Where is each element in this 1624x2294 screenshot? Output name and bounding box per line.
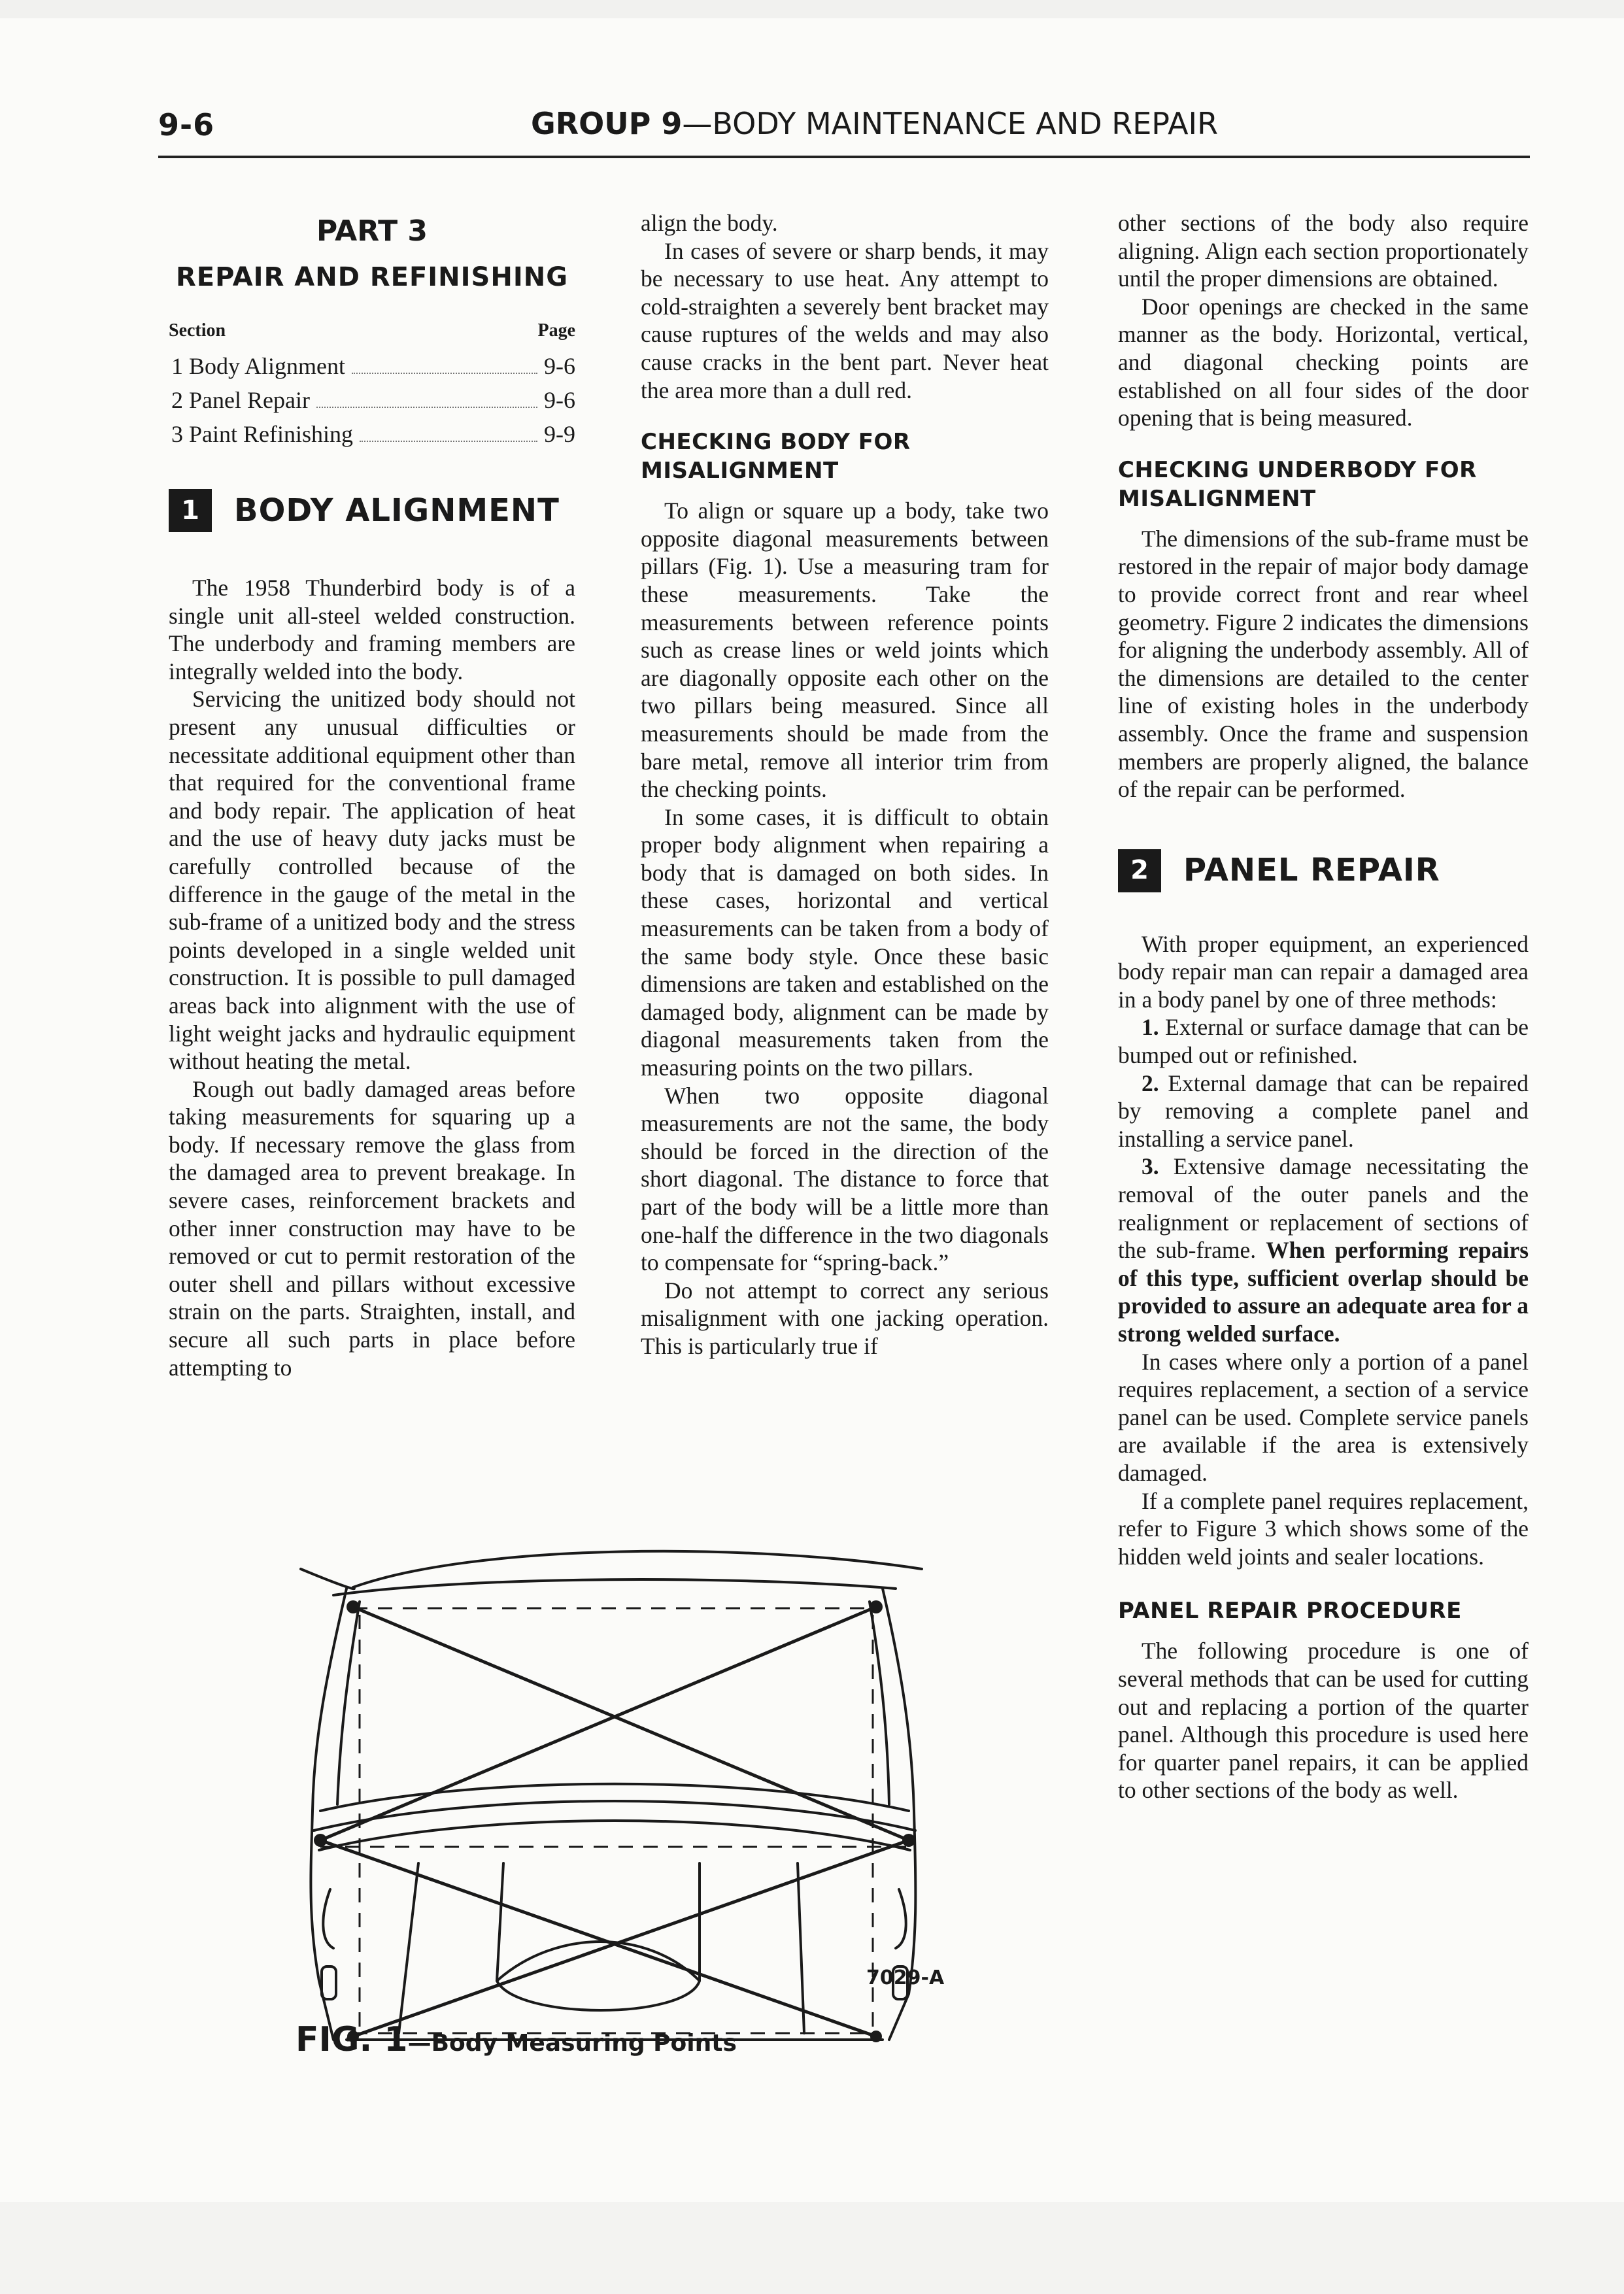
toc-entry-page: 9-6 — [544, 387, 575, 413]
left-pillar-outline — [311, 1589, 347, 2040]
body-paragraph: In some cases, it is difficult to obtain proper body alignment when repairing a body that is damaged on both sides. In these cases, horizontal and vertical measurements can be taken from a body of the same body style. Once these basic dimensions are taken and established on the damaged body, alignment can be made by diagonal measurements taken from the measuring points on the two pillars. — [641, 803, 1049, 1081]
scan-edge-top — [0, 0, 1624, 18]
scan-edge-bottom — [0, 2202, 1624, 2294]
method-text: External or surface damage that can be bumped out or refinished. — [1118, 1014, 1529, 1069]
body-paragraph: Do not attempt to correct any serious misalignment with one jacking operation. This is particularly true if — [641, 1277, 1049, 1359]
measuring-point-lower-right — [870, 2031, 882, 2042]
figure-caption-text: —Body Measuring Points — [407, 2030, 737, 2057]
header-title — [531, 106, 1218, 141]
body-paragraph: If a complete panel requires replacement, refer to Figure 3 which shows some of the hidden weld joints and sealer locations. — [1118, 1487, 1529, 1570]
part-subtitle: REPAIR AND REFINISHING — [175, 262, 569, 292]
method-item — [1118, 1153, 1529, 1347]
toc-leader — [352, 373, 537, 374]
method-warning: When performing repairs of this type, sufficient overlap should be provided to assure an adequate area for a strong welded surface. — [1118, 1237, 1529, 1347]
method-number: 1. — [1142, 1014, 1159, 1041]
body-paragraph: The following procedure is one of several methods that can be used for cutting out and replacing a portion of the quarter panel. Although this procedure is used here for quarter panel repairs, it can be applied to other sections of the body as well. — [1118, 1638, 1529, 1804]
package-tray-edge — [320, 1784, 909, 1811]
page-number: 9-6 — [158, 107, 215, 143]
left-ashtray — [322, 1966, 336, 1999]
measuring-point-mid-left — [314, 1834, 327, 1847]
body-paragraph-continued: other sections of the body also require aligning. Align each section proportionately until the proper dimensions are obtained. — [1118, 210, 1529, 292]
toc-entry-label: 1 Body Alignment — [171, 353, 346, 379]
group-label: GROUP 9 — [531, 106, 683, 141]
left-armrest — [323, 1889, 333, 1948]
left-pillar-inner — [337, 1602, 360, 1804]
toc-entry-page: 9-6 — [544, 353, 575, 379]
body-paragraph: To align or square up a body, take two opposite diagonal measurements between pillars (Fig. 1). Use a measuring tram for these measurements. Take the measurements between reference points such as crease lines or weld joints which are diagonally opposite each other on the two pillars being measured. Since all measurements should be made from the bare metal, remove all interior trim from the checking points. — [641, 498, 1049, 803]
subheading-panel-repair-procedure: PANEL REPAIR PROCEDURE — [1118, 1598, 1462, 1625]
body-paragraph: The 1958 Thunderbird body is of a single unit all-steel welded construction. The underbody and framing members are integrally welded into the body. — [169, 575, 575, 684]
body-paragraph: When two opposite diagonal measurements are not the same, the body should be forced in the direction of the short diagonal. The distance to force that part of the body will be a little more than one-half the difference in the two diagonals to compensate for “spring-back.” — [641, 1082, 1049, 1276]
page-header — [158, 103, 1529, 156]
figure-label: FIG. 1 — [296, 2020, 408, 2059]
column-2 — [641, 209, 1049, 1360]
body-paragraph-continued: align the body. — [641, 210, 778, 236]
header-rule — [158, 156, 1530, 158]
body-paragraph: In cases of severe or sharp bends, it may be necessary to use heat. Any attempt to cold-straighten a severely bent bracket may cause ruptures of the welds and may also cause cracks in the bent part. Never heat the area more than a dull red. — [641, 237, 1049, 403]
toc-entry-label: 2 Panel Repair — [171, 387, 310, 413]
column-1 — [169, 213, 575, 1381]
body-paragraph: In cases where only a portion of a panel requires replacement, a section of a service panel can be used. Complete service panels are available if the area is extensively damaged. — [1118, 1348, 1529, 1486]
diagonal-mid-left-to-bottom-right — [320, 1840, 876, 2036]
subheading-checking-underbody: CHECKING UNDERBODY FOR MISALIGNMENT — [1118, 456, 1477, 512]
toc-row — [169, 349, 575, 383]
figure-caption — [296, 2020, 737, 2059]
toc-section-label: Section — [169, 320, 226, 341]
measuring-point-upper-right — [870, 1600, 883, 1613]
toc-leader — [316, 407, 537, 408]
section-title: BODY ALIGNMENT — [234, 492, 560, 529]
method-item — [1118, 1013, 1529, 1069]
toc-entry-page: 9-9 — [544, 421, 575, 447]
toc-leader — [360, 441, 537, 442]
body-paragraph: Rough out badly damaged areas before taking measurements for squaring up a body. If necessary remove the glass from the damaged area to prevent breakage. In severe cases, reinforcement brackets and other inner construction may have to be removed or cut to permit restoration of the outer shell and pillars without excessive strain on the parts. Straighten, install, and secure all such parts in place before attempting to — [169, 1075, 575, 1381]
body-paragraph: Door openings are checked in the same manner as the body. Horizontal, vertical, and diagonal checking points are established on all four sides of the door opening that is being measured. — [1118, 293, 1529, 431]
body-paragraph: With proper equipment, an experienced body repair man can repair a damaged area in a body panel by one of three methods: — [1118, 930, 1529, 1013]
toc-entry-label: 3 Paint Refinishing — [171, 421, 353, 447]
method-number: 3. — [1142, 1153, 1159, 1180]
diagonal-upper-left-to-lower-right — [353, 1607, 909, 1840]
group-title: —BODY MAINTENANCE AND REPAIR — [682, 106, 1219, 141]
measuring-point-upper-left — [347, 1600, 360, 1613]
body-paragraph: The dimensions of the sub-frame must be restored in the repair of major body damage to provide correct front and rear wheel geometry. Figure 2 indicates the dimensions for aligning the underbody assembly. All of the dimensions are detailed to the center line of existing holes in the underbody assembly. Once the frame and suspension members are properly aligned, the balance of the repair can be performed. — [1118, 525, 1529, 803]
diagonal-mid-right-to-bottom-left — [353, 1840, 909, 2036]
section-title: PANEL REPAIR — [1183, 852, 1440, 889]
right-armrest — [896, 1889, 906, 1948]
column-3 — [1118, 209, 1529, 1804]
body-paragraph: Servicing the unitized body should not present any unusual difficulties or necessitate additional equipment other than that required for the conventional frame and body repair. The application of heat and the use of heavy duty jacks must be carefully controlled because of the difference in the gauge of the metal in the sub-frame of a unitized body and the stress points developed in a single welded unit construction. It is possible to pull damaged areas back into alignment with the use of light weight jacks and hydraulic equipment without heating the metal. — [169, 686, 575, 1075]
subheading-checking-body: CHECKING BODY FOR MISALIGNMENT — [641, 429, 911, 484]
figure-code: 7029-A — [866, 1966, 945, 1989]
body-measuring-points-diagram — [281, 1523, 948, 2059]
seat-cushion — [497, 1981, 700, 2010]
method-text: Extensive damage necessitating the removal of the outer panels and the realignment or replacement of sections of the sub-frame. — [1118, 1153, 1529, 1264]
diagonal-upper-right-to-lower-left — [320, 1607, 876, 1840]
section-number-badge: 2 — [1118, 849, 1161, 892]
package-tray-lip — [319, 1821, 910, 1850]
part-title: PART 3 — [316, 214, 428, 248]
method-text: External damage that can be repaired by removing a complete panel and installing a service panel. — [1118, 1070, 1529, 1152]
section-heading-panel-repair — [1118, 849, 1529, 892]
roof-inner-outline — [333, 1579, 896, 1595]
method-item — [1118, 1070, 1529, 1153]
toc-page-label: Page — [537, 320, 575, 341]
section-number-badge: 1 — [169, 489, 212, 532]
toc-header — [169, 318, 575, 344]
measuring-point-mid-right — [902, 1834, 915, 1847]
section-heading-body-alignment — [169, 489, 575, 532]
method-number: 2. — [1142, 1070, 1159, 1096]
toc-row — [169, 383, 575, 417]
toc-row — [169, 417, 575, 451]
